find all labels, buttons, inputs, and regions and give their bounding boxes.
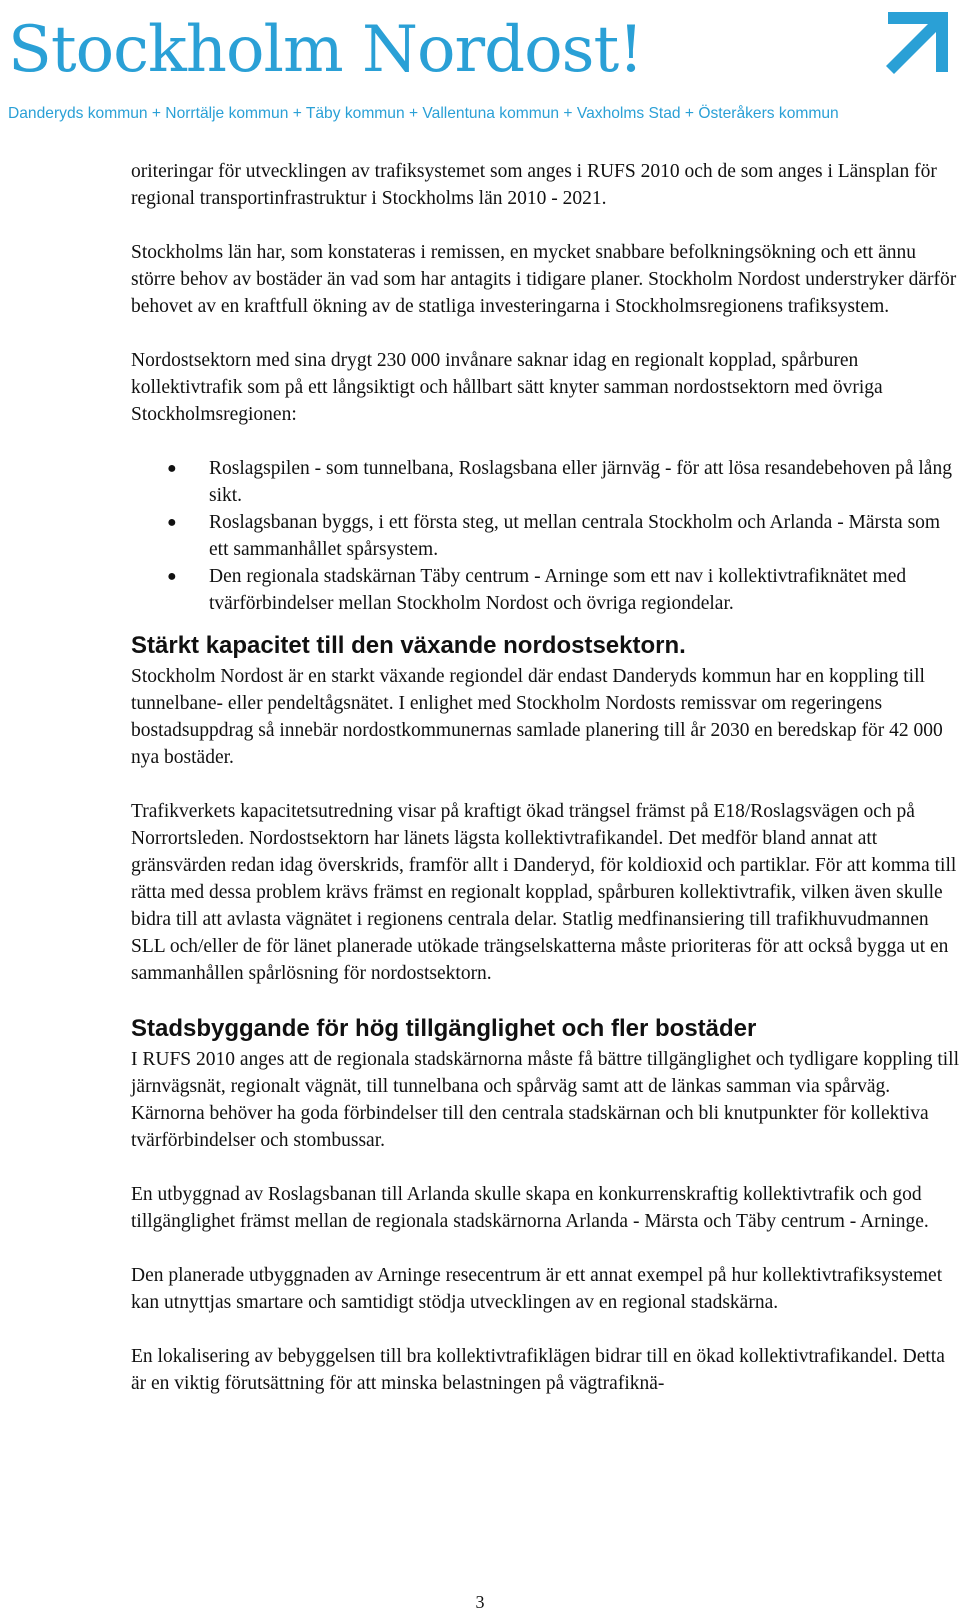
bullet-icon: ●	[167, 514, 177, 531]
paragraph: I RUFS 2010 anges att de regionala stadskärnorna måste få bättre tillgänglighet och tydligare koppling till järnvägsnät, regionalt vägnät, till tunnelbana och spårväg samt att de länkas samman via spårväg. Kärnorna behöver ha goda förbindelser till den centrala stadskärnan och bli knutpunkter för kollektiva tvärförbindelser och stombussar.	[131, 1049, 960, 1151]
section-heading: Stadsbyggande för hög tillgänglighet och fler bostäder	[131, 1015, 757, 1042]
paragraph: En utbyggnad av Roslagsbanan till Arlanda skulle skapa en konkurrenskraftig kollektivtrafik och god tillgänglighet främst mellan de regionala stadskärnorna Arlanda - Märsta och Täby centrum - Arninge.	[131, 1184, 929, 1232]
arrow-up-right-icon	[880, 8, 952, 80]
logo-title: Stockholm Nordost!	[8, 13, 643, 87]
masthead	[0, 0, 960, 130]
paragraph: oriteringar för utvecklingen av trafiksystemet som anges i RUFS 2010 och de som anges i Länsplan för regional transportinfrastruktur i Stockholms län 2010 - 2021.	[131, 161, 937, 209]
list-item	[131, 455, 960, 509]
bullet-icon: ●	[167, 460, 177, 477]
list-item-text: Roslagsbanan byggs, i ett första steg, ut mellan centrala Stockholm och Arlanda - Märsta som ett sammanhållet spårsystem.	[209, 512, 941, 560]
paragraph: Nordostsektorn med sina drygt 230 000 invånare saknar idag en regionalt kopplad, spårburen kollektivtrafik som på ett långsiktigt och hållbart sätt knyter samman nordostsektorn med övriga Stockholmsregionen:	[131, 350, 883, 425]
paragraph: En lokalisering av bebyggelsen till bra kollektivtrafiklägen bidrar till en ökad kollektivtrafikandel. Detta är en viktig förutsättning för att minska belastningen på vägtrafiknä-	[131, 1346, 945, 1394]
bullet-icon: ●	[167, 568, 177, 585]
list-item	[131, 563, 960, 617]
paragraph: Stockholms län har, som konstateras i remissen, en mycket snabbare befolkningsökning och ett ännu större behov av bostäder än vad som har antagits i tidigare planer. Stockholm Nordost understryker därför behovet av en kraftfull ökning av de statliga investeringarna i Stockholmsregionens trafiksystem.	[131, 242, 957, 317]
list-item-text: Roslagspilen - som tunnelbana, Roslagsbana eller järnväg - för att lösa resandebehoven på lång sikt.	[209, 458, 952, 506]
bullet-list	[131, 455, 960, 617]
list-item	[131, 509, 960, 563]
page-number: 3	[475, 1592, 485, 1612]
paragraph: Stockholm Nordost är en starkt växande regiondel där endast Danderyds kommun har en koppling till tunnelbane- eller pendeltågsnätet. I enlighet med Stockholm Nordosts remissvar om regeringens bostadsuppdrag så innebär nordostkommunernas samlade planering till år 2030 en beredskap för 42 000 nya bostäder.	[131, 666, 943, 768]
paragraph: Trafikverkets kapacitetsutredning visar på kraftigt ökad trängsel främst på E18/Roslagsvägen och på Norrortsleden. Nordostsektorn har länets lägsta kollektivtrafikandel. Det medför bland annat att gränsvärden redan idag överskrids, framför allt i Danderyd, för koldioxid och partiklar. För att komma till rätta med dessa problem krävs främst en regionalt kopplad, spårburen kollektivtrafik, vilken även skulle bidra till att avlasta vägnätet i regionens centrala delar. Statlig medfinansiering till trafikhuvudmannen SLL och/eller de för länet planerade utökade trängselskatterna måste prioriteras för att också bygga ut en sammanhållen spårlösning för nordostsektorn.	[131, 801, 957, 984]
paragraph: Den planerade utbyggnaden av Arninge resecentrum är ett annat exempel på hur kollektivtrafiksystemet kan utnyttjas smartare och samtidigt stödja utvecklingen av en regional stadskärna.	[131, 1265, 943, 1313]
list-item-text: Den regionala stadskärnan Täby centrum - Arninge som ett nav i kollektivtrafiknätet med tvärförbindelser mellan Stockholm Nordost och övriga regiondelar.	[209, 566, 907, 614]
section-heading: Stärkt kapacitet till den växande nordostsektorn.	[131, 632, 686, 659]
document-body	[131, 158, 960, 1424]
member-municipalities: Danderyds kommun + Norrtälje kommun + Täby kommun + Vallentuna kommun + Vaxholms Stad + Österåkers kommun	[8, 105, 839, 122]
